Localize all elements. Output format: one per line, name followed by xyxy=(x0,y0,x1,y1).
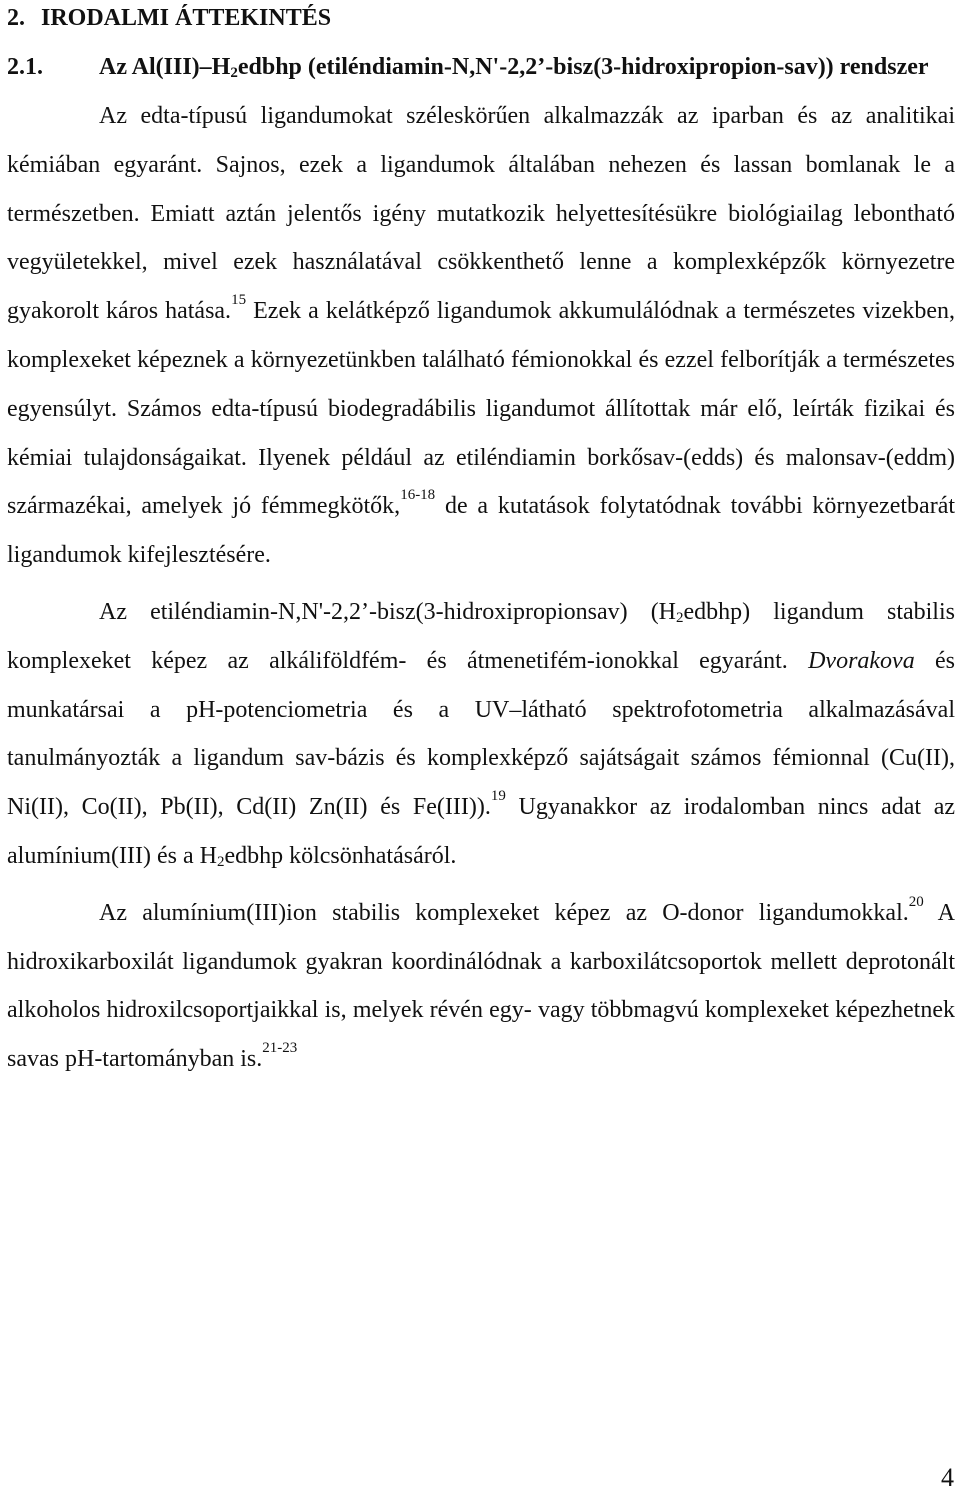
paragraph-text: Az edta-típusú ligandumokat széleskörűen alkalmazzák az iparban és az analitikai kémiában egyaránt. Sajnos, ezek a ligandumok általában nehezen és lassan bomlanak le a természetben. Emiatt aztán jelentős igény mutatkozik helyettesítésükre biológiailag lebontható vegyületekkel, mivel ezek használatával csökkenthető lenne a komplexképzők környezetre gyakorolt káros hatása. xyxy=(7,103,955,325)
paragraph-text: de a kutatások folytatódnak további környezetbarát ligandumok kifejlesztésére. xyxy=(7,493,956,569)
paragraph-text: Ugyanakkor az irodalomban nincs adat az alumínium(III) és a H xyxy=(7,794,956,869)
section-title-part: Az Al(III)–H xyxy=(99,54,231,80)
author-name: Dvorakova xyxy=(808,647,915,674)
paragraph-2 xyxy=(7,588,955,881)
paragraph-text: Az alumínium(III)ion stabilis komplexeket képez az O-donor ligandumokkal. xyxy=(99,899,909,926)
chapter-heading xyxy=(7,0,955,43)
page-number: 4 xyxy=(941,1463,954,1492)
chapter-title: IRODALMI ÁTTEKINTÉS xyxy=(41,5,332,31)
paragraph-text: és munkatársai a pH-potenciometria és a UV–látható spektrofotometria alkalmazásával tanulmányozták a ligandum sav-bázis és komplexképző sajátságait számos fémionnal (Cu(II), Ni(II), Co(II), Pb(II), Cd(II) Zn(II) és Fe(III)). xyxy=(7,647,956,821)
citation-ref: 19 xyxy=(490,788,506,805)
paragraph-text: edbhp kölcsönhatásáról. xyxy=(224,842,457,869)
paragraph-1 xyxy=(7,92,955,580)
section-title-part: edbhp (etiléndiamin-N,N'-2,2’-bisz(3-hidroxipropion-sav)) rendszer xyxy=(237,54,929,80)
citation-ref: 15 xyxy=(231,292,247,309)
document-page xyxy=(7,0,955,1084)
subscript: 2 xyxy=(676,609,684,626)
chapter-number: 2. xyxy=(7,5,25,31)
paragraph-text: Ezek a kelátképző ligandumok akkumulálódnak a természetes vizekben, komplexeket képeznek a környezetünkben található fémionokkal és ezzel felborítják a természetes egyensúlyt. Számos edta-típusú biodegradábilis ligandumot állítottak már elő, leírták fizikai és kémiai tulajdonságaikat. Ilyenek például az etiléndiamin borkősav-(edds) és malonsav-(eddm) származékai, amelyek jó fémmegkötők, xyxy=(7,298,955,520)
paragraph-3 xyxy=(7,889,955,1084)
section-heading xyxy=(7,43,955,92)
paragraph-text: edbhp) ligandum stabilis komplexeket képez az alkáliföldfém- és átmenetifém-ionokkal egyaránt. xyxy=(7,598,955,674)
section-number: 2.1. xyxy=(7,54,43,80)
citation-ref: 20 xyxy=(908,893,924,910)
paragraph-text: Az etiléndiamin-N,N'-2,2’-bisz(3-hidroxipropionsav) (H xyxy=(99,598,677,625)
subscript: 2 xyxy=(230,65,238,81)
citation-ref: 21-23 xyxy=(262,1040,298,1057)
paragraph-text: A hidroxikarboxilát ligandumok gyakran koordinálódnak a karboxilátcsoportok mellett deprotonált alkoholos hidroxilcsoportjaikkal is, melyek révén egy- vagy többmagvú komplexeket képezhetnek savas pH-tartományban is. xyxy=(7,899,956,1073)
section-title xyxy=(99,43,955,92)
subscript: 2 xyxy=(216,853,225,870)
citation-ref: 16-18 xyxy=(400,487,436,504)
